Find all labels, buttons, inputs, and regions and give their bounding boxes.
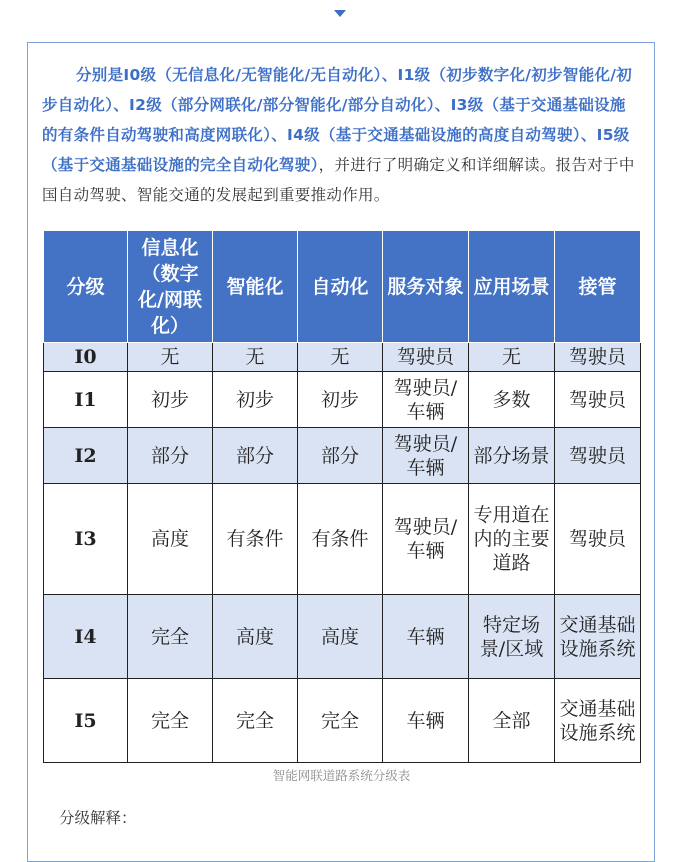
table-row [44,679,641,763]
header-cell: 分级 [44,231,128,343]
table-cell: 驾驶员 [555,428,641,484]
table-cell: 部分 [213,428,298,484]
table-cell: 无 [469,343,555,372]
table-cell: 多数 [469,372,555,428]
table-row [44,372,641,428]
table-cell: 部分 [128,428,213,484]
intro-text: ，并进行了明确定义和详细解读。报告对于中国自动驾驶、智能交通的发展起到重要推动作用。 [42,156,635,204]
table-cell: 全部 [469,679,555,763]
level-cell: I2 [44,428,128,484]
table-cell: 特定场景/区域 [469,595,555,679]
table-cell: 无 [213,343,298,372]
table-cell: 专用道在内的主要道路 [469,484,555,595]
table-row [44,595,641,679]
table-cell: 无 [298,343,383,372]
table-cell: 初步 [298,372,383,428]
level-cell: I4 [44,595,128,679]
table-cell: 完全 [213,679,298,763]
table-cell: 交通基础设施系统 [555,679,641,763]
header-cell: 接管 [555,231,641,343]
header-cell: 应用场景 [469,231,555,343]
level-cell: I3 [44,484,128,595]
table-cell: 完全 [298,679,383,763]
table-cell: 高度 [128,484,213,595]
table-cell: 驾驶员/车辆 [383,372,469,428]
header-cell: 智能化 [213,231,298,343]
header-cell: 服务对象 [383,231,469,343]
table-cell: 驾驶员/车辆 [383,428,469,484]
table-cell: 初步 [213,372,298,428]
table-cell: 交通基础设施系统 [555,595,641,679]
table-cell: 高度 [298,595,383,679]
intro-paragraph [42,60,640,210]
table-cell: 驾驶员 [555,372,641,428]
table-cell: 驾驶员 [555,343,641,372]
table-cell: 部分 [298,428,383,484]
table-cell: 车辆 [383,679,469,763]
header-cell: 信息化（数字化/网联化） [128,231,213,343]
table-cell: 有条件 [213,484,298,595]
table-cell: 车辆 [383,595,469,679]
table-cell: 驾驶员 [383,343,469,372]
table-cell: 驾驶员/车辆 [383,484,469,595]
collapse-caret-icon[interactable] [334,10,346,17]
table-cell: 高度 [213,595,298,679]
table-cell: 有条件 [298,484,383,595]
level-cell: I0 [44,343,128,372]
table-row [44,428,641,484]
table-header-row [44,231,641,343]
header-cell: 自动化 [298,231,383,343]
table-cell: 初步 [128,372,213,428]
intro-highlight: 分别是I0级（无信息化/无智能化/无自动化）、I1级（初步数字化/初步智能化/初步自动化）、I2级（部分网联化/部分智能化/部分自动化）、I3级（基于交通基础设施的有条件自动驾驶和高度网联化）、I4级（基于交通基础设施的高度自动驾驶）、I5级（基于交通基础设施的完全自动化驾驶） [42,66,633,174]
explanation-heading: 分级解释： [59,809,137,827]
table-cell: 完全 [128,679,213,763]
level-cell: I1 [44,372,128,428]
table-row [44,484,641,595]
table-cell: 无 [128,343,213,372]
level-cell: I5 [44,679,128,763]
table-cell: 驾驶员 [555,484,641,595]
table-cell: 部分场景 [469,428,555,484]
table-cell: 完全 [128,595,213,679]
grading-table [43,230,641,763]
table-caption: 智能网联道路系统分级表 [272,768,411,783]
table-row [44,343,641,372]
